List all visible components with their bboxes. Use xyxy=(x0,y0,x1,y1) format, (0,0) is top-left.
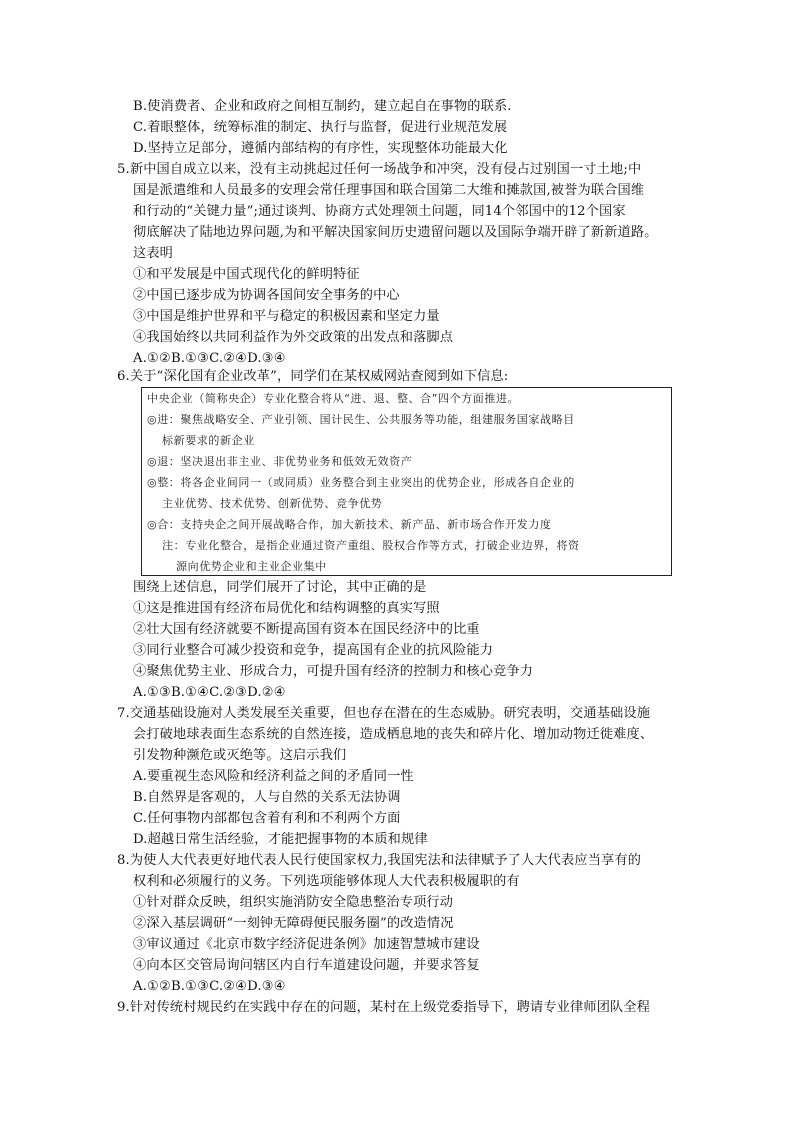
info-box-line: 中央企业（简称央企）专业化整合将从“进、退、整、合”四个方面推进。 xyxy=(147,392,520,405)
q8-choices: A.①②B.①③C.②④D.③④ xyxy=(133,979,286,994)
q4-option-d: D.坚持立足部分，遵循内部结构的有序性，实现整体功能最大化 xyxy=(133,141,508,156)
q5-stem-line: 和行动的“关键力量”;通过谈判、协商方式处理领土问题，同14个邻国中的12个国家 xyxy=(133,204,626,219)
info-box-note: 源向优势企业和主业企业集中 xyxy=(176,560,327,573)
q5-item: ④我国始终以共同利益作为外交政策的出发点和落脚点 xyxy=(133,330,454,345)
q7-option-a: A.要重视生态风险和经济利益之间的矛盾同一性 xyxy=(133,769,414,784)
q5-stem-line: 国是派遣维和人员最多的安理会常任理事国和联合国第二大维和摊款国,被誉为联合国维 xyxy=(133,183,645,198)
info-box-note: 注：专业化整合，是指企业通过资产重组、股权合作等方式，打破企业边界，将资 xyxy=(162,539,580,552)
q4-option-c: C.着眼整体，统筹标准的制定、执行与监督，促进行业规范发展 xyxy=(133,120,508,135)
q6-item: ②壮大国有经济就要不断提高国有资本在国民经济中的比重 xyxy=(133,622,480,637)
q6-follow: 围绕上述信息，同学们展开了讨论，其中正确的是 xyxy=(133,580,427,595)
q5-item: ①和平发展是中国式现代化的鲜明特征 xyxy=(133,267,360,282)
q5-choices: A.①②B.①③C.②④D.③④ xyxy=(133,351,286,366)
q5-stem-line: 5.新中国自成立以来，没有主动挑起过任何一场战争和冲突，没有侵占过别国一寸土地;中 xyxy=(117,162,642,177)
q8-item: ①针对群众反映，组织实施消防安全隐患整治专项行动 xyxy=(133,895,454,910)
q6-item: ④聚焦优势主业、形成合力，可提升国有经济的控制力和核心竞争力 xyxy=(133,664,534,679)
q7-stem-line: 7.交通基础设施对人类发展至关重要，但也存在潜在的生态威胁。研究表明，交通基础设施 xyxy=(117,706,651,721)
q6-stem: 6.关于“深化国有企业改革”，同学们在某权威网站查阅到如下信息: xyxy=(117,369,509,384)
q7-stem-line: 会打破地球表面生态系统的自然连接，造成栖息地的丧失和碎片化、增加动物迁徙难度、 xyxy=(133,727,654,742)
q8-item: ③审议通过《北京市数字经济促进条例》加速智慧城市建设 xyxy=(133,937,480,952)
q6-choices: A.①③B.①④C.②③D.②④ xyxy=(133,685,286,700)
info-box-line: 主业优势、技术优势、创新优势、竞争优势 xyxy=(162,497,383,510)
q9-stem-line: 9.针对传统村规民约在实践中存在的问题，某村在上级党委指导下，聘请专业律师团队全程 xyxy=(117,1000,651,1015)
q5-item: ②中国已逐步成为协调各国间安全事务的中心 xyxy=(133,288,400,303)
q5-stem-line: 彻底解决了陆地边界问题,为和平解决国家间历史遗留问题以及国际争端开辟了新新道路。 xyxy=(133,225,658,240)
q8-stem-line: 8.为使人大代表更好地代表人民行使国家权力,我国宪法和法律赋予了人大代表应当享有的 xyxy=(117,853,642,868)
info-box-line: ◎合：支持央企之间开展战略合作，加大新技术、新产品、新市场合作开发力度 xyxy=(147,518,552,531)
info-box-line: ◎进：聚焦战略安全、产业引领、国计民生、公共服务等功能，组建服务国家战略目 xyxy=(147,413,575,426)
q8-stem-line: 权利和必须履行的义务。下列选项能够体现人大代表积极履职的有 xyxy=(133,874,520,889)
q8-item: ②深入基层调研“一刻钟无障碍便民服务圈”的改造情况 xyxy=(133,916,454,931)
q7-option-d: D.超越日常生活经验，才能把握事物的本质和规律 xyxy=(133,832,428,847)
q6-item: ①这是推进国有经济布局优化和结构调整的真实写照 xyxy=(133,601,440,616)
info-box-line: ◎退：坚决退出非主业、非优势业务和低效无效资产 xyxy=(147,455,413,468)
q7-option-b: B.自然界是客观的，人与自然的关系无法协调 xyxy=(133,790,401,805)
q5-item: ③中国是维护世界和平与稳定的积极因素和坚定力量 xyxy=(133,309,440,324)
q5-stem-line: 这表明 xyxy=(133,246,174,261)
info-box-line: 标新要求的新企业 xyxy=(162,434,255,447)
q8-item: ④向本区交管局询问辖区内自行车道建设问题，并要求答复 xyxy=(133,958,480,973)
info-box-line: ◎整：将各企业间同一（或同质）业务整合到主业突出的优势企业，形成各自企业的 xyxy=(147,476,575,489)
q4-option-b: B.使消费者、企业和政府之间相互制约，建立起自在事物的联系. xyxy=(133,99,512,114)
q7-option-c: C.任何事物内部都包含着有利和不利两个方面 xyxy=(133,811,401,826)
q7-stem-line: 引发物种濒危或灭绝等。这启示我们 xyxy=(133,748,347,763)
q6-item: ③同行业整合可减少投资和竞争，提高国有企业的抗风险能力 xyxy=(133,643,494,658)
q6-info-box xyxy=(141,387,672,576)
